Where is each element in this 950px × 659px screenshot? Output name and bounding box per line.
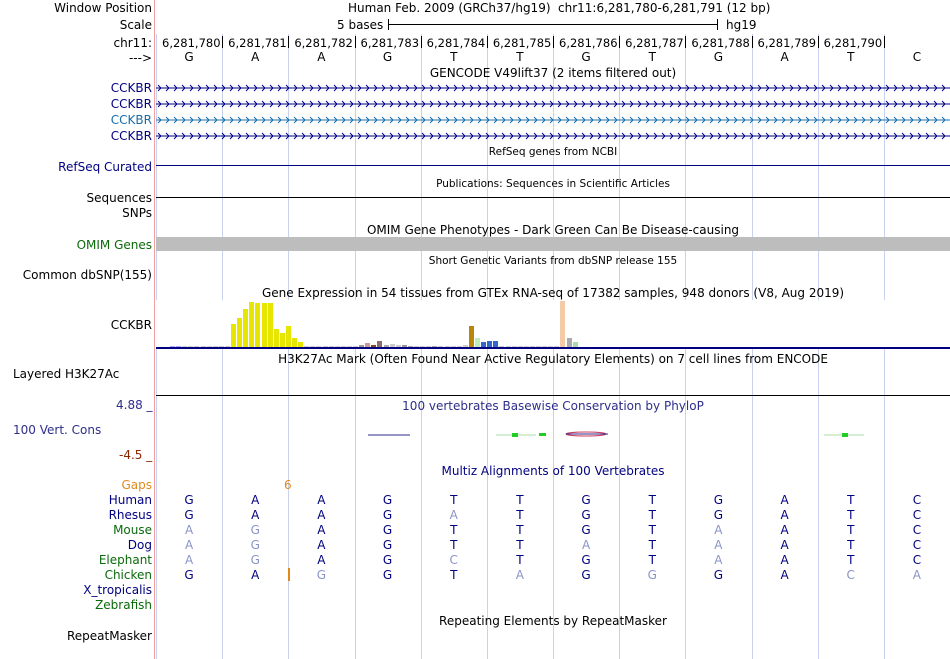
scale-bar-left-tick [388,19,389,30]
aligned-base: G [581,523,591,537]
gtex-tissue-bar[interactable] [286,326,291,347]
h3k27ac-track-title[interactable]: H3K27Ac Mark (Often Found Near Active Regulatory Elements) on 7 cell lines from ENCODE [278,352,828,366]
coordinate-tick: 6,281,784 [426,36,486,50]
species-label[interactable]: Elephant [98,553,152,567]
aligned-base: A [449,508,458,522]
publications-track-title[interactable]: Publications: Sequences in Scientific Articles [436,178,670,190]
sequences-label[interactable]: Sequences [86,191,152,205]
aligned-base: T [847,538,855,552]
aligned-base: G [382,523,393,537]
aligned-base: G [250,553,260,567]
coordinate-tick-mark [222,36,223,48]
aligned-base: T [450,493,458,507]
coordinate-tick-mark [288,36,289,48]
aligned-base: A [317,538,326,552]
gencode-gene-label[interactable]: CCKBR [110,129,152,143]
gaps-label: Gaps [121,478,152,492]
aligned-base: G [581,568,591,582]
aligned-base: G [713,568,724,582]
aligned-base: G [184,493,194,507]
ref-base: T [847,50,855,64]
dbsnp-track-title[interactable]: Short Genetic Variants from dbSNP release 155 [428,255,678,267]
coordinate-tick: 6,281,783 [360,36,420,50]
aligned-base: G [316,568,327,582]
aligned-base: A [184,523,194,537]
aligned-base: A [251,568,260,582]
assembly-text: Human Feb. 2009 (GRCh37/hg19) [348,1,551,15]
gtex-tissue-bar[interactable] [560,301,565,347]
aligned-base: A [780,538,789,552]
coordinate-tick-mark [553,36,554,48]
aligned-base: A [780,553,789,567]
aligned-base: C [912,538,922,552]
species-label[interactable]: Chicken [104,568,152,582]
aligned-base: G [382,568,393,582]
gtex-baseline [156,347,950,349]
gencode-transcript[interactable] [156,131,950,141]
multiz-track-title[interactable]: Multiz Alignments of 100 Vertebrates [441,464,665,478]
gencode-gene-label[interactable]: CCKBR [110,97,152,111]
gtex-tissue-bar[interactable] [292,338,297,347]
aligned-base: T [847,553,855,567]
aligned-base: C [912,523,922,537]
repeatmasker-label[interactable]: RepeatMasker [66,629,152,643]
insertion-marker[interactable] [288,568,290,581]
gtex-tissue-bar[interactable] [567,338,572,347]
aligned-base: G [581,508,591,522]
coordinate-tick-mark [884,36,885,48]
strand-label: ---> [128,51,152,65]
aligned-base: T [516,553,524,567]
ref-base: T [450,50,458,64]
position-text[interactable]: chr11:6,281,780-6,281,791 (12 bp) [558,1,771,15]
gtex-track-title[interactable]: Gene Expression in 54 tissues from GTEx RNA-seq of 17382 samples, 948 donors (V8, Aug 2019) [261,286,845,300]
aligned-base: G [250,523,260,537]
window-position-label: Window Position [54,1,152,15]
coordinate-tick: 6,281,789 [757,36,817,50]
ref-base: G [184,50,194,64]
aligned-base: T [516,508,524,522]
aligned-base: T [450,568,458,582]
coordinate-tick-mark [818,36,819,48]
chrom-label: chr11: [113,36,152,50]
refseq-divider [156,165,950,166]
species-label[interactable]: Dog [127,538,152,552]
ref-base: T [516,50,524,64]
gtex-bar-chart[interactable] [156,300,950,348]
aligned-base: G [647,568,657,582]
gtex-tissue-bar[interactable] [262,303,267,347]
coordinate-tick: 6,281,780 [162,36,221,50]
gencode-gene-label[interactable]: CCKBR [110,81,152,95]
aligned-base: A [317,493,326,507]
dbsnp-label[interactable]: Common dbSNP(155) [22,268,152,282]
gencode-gene-label[interactable]: CCKBR [110,113,152,127]
aligned-base: G [581,493,591,507]
aligned-base: A [317,553,326,567]
h3k27ac-divider [156,395,950,396]
aligned-base: T [847,523,855,537]
omim-feature-bar[interactable] [156,237,950,251]
species-label[interactable]: Human [108,493,152,507]
aligned-base: G [382,553,393,567]
species-label[interactable]: Zebrafish [95,598,152,612]
coordinate-tick: 6,281,782 [294,36,353,50]
aligned-base: A [714,553,723,567]
scale-bar [388,24,718,25]
aligned-base: G [382,508,393,522]
aligned-base: C [449,553,458,567]
coordinate-tick: 6,281,787 [625,36,684,50]
coordinate-tick: 6,281,781 [228,36,287,50]
gencode-transcript[interactable] [156,83,950,93]
ref-base: C [912,50,922,64]
gtex-tissue-bar[interactable] [237,318,242,347]
ref-base: G [581,50,591,64]
omim-track-title[interactable]: OMIM Gene Phenotypes - Dark Green Can Be Disease-causing [366,223,740,237]
gtex-tissue-bar[interactable] [249,302,254,347]
ref-base: G [713,50,724,64]
aligned-base: A [184,553,194,567]
aligned-base: T [847,493,855,507]
aligned-base: T [648,538,656,552]
gtex-tissue-bar[interactable] [274,329,279,347]
aligned-base: T [648,553,656,567]
phylop-min-label: -4.5 _ [119,448,153,462]
aligned-base: A [317,523,326,537]
aligned-base: G [250,538,260,552]
aligned-base: A [251,493,260,507]
aligned-base: G [382,538,393,552]
refseq-label[interactable]: RefSeq Curated [58,160,152,174]
species-label[interactable]: Mouse [113,523,152,537]
aligned-base: G [581,553,591,567]
gtex-tissue-bar[interactable] [255,303,260,347]
aligned-base: G [184,568,194,582]
ref-base: G [382,50,393,64]
ref-base: A [317,50,326,64]
coordinate-tick-mark [421,36,422,48]
phylop-signal[interactable] [156,425,950,445]
phylop-track-title[interactable]: 100 vertebrates Basewise Conservation by PhyloP [402,399,704,413]
aligned-base: G [713,508,724,522]
gtex-tissue-bar[interactable] [243,309,248,347]
coordinate-tick-mark [619,36,620,48]
gap-count[interactable]: 6 [284,478,292,492]
scale-label: Scale [119,18,152,32]
aligned-base: G [382,493,393,507]
aligned-base: T [847,508,855,522]
aligned-base: C [912,508,922,522]
aligned-base: C [912,493,922,507]
gtex-label[interactable]: CCKBR [110,318,152,332]
gtex-tissue-bar[interactable] [475,338,480,347]
aligned-base: A [515,568,525,582]
aligned-base: T [648,523,656,537]
scale-bar-right-tick [717,19,718,30]
aligned-base: T [516,493,524,507]
aligned-base: C [846,568,855,582]
coordinate-tick-mark [355,36,356,48]
coordinate-tick: 6,281,785 [492,36,552,50]
aligned-base: A [317,508,326,522]
aligned-base: T [648,508,656,522]
refseq-track-title[interactable]: RefSeq genes from NCBI [488,146,618,158]
gtex-tissue-bar[interactable] [268,303,273,347]
gtex-tissue-bar[interactable] [280,333,285,347]
aligned-base: A [184,538,194,552]
ref-base: A [780,50,789,64]
aligned-base: A [780,508,789,522]
phylop-label[interactable]: 100 Vert. Cons [13,423,102,437]
aligned-base: A [251,508,260,522]
aligned-base: A [780,523,789,537]
scale-db: hg19 [726,18,757,32]
phylop-max-label: 4.88 _ [116,398,153,412]
ref-base: A [251,50,260,64]
aligned-base: T [516,538,524,552]
coordinate-tick-mark [487,36,488,48]
coordinate-tick: 6,281,790 [823,36,883,50]
gencode-transcript[interactable] [156,115,950,125]
gencode-transcript[interactable] [156,99,950,109]
aligned-base: A [714,538,723,552]
aligned-base: C [912,553,922,567]
aligned-base: G [184,508,194,522]
gtex-tissue-bar[interactable] [469,326,474,347]
publications-divider [156,197,950,198]
aligned-base: A [912,568,922,582]
coordinate-tick-mark [752,36,753,48]
aligned-base: T [450,523,458,537]
aligned-base: A [581,538,591,552]
snps-label[interactable]: SNPs [122,206,152,220]
gencode-track-title[interactable]: GENCODE V49lift37 (2 items filtered out) [429,66,677,80]
aligned-base: A [780,493,789,507]
h3k27ac-label[interactable]: Layered H3K27Ac [13,367,120,381]
aligned-base: T [450,538,458,552]
species-label[interactable]: X_tropicalis [83,583,152,597]
gtex-tissue-bar[interactable] [231,324,236,347]
coordinate-tick-mark [685,36,686,48]
aligned-base: A [780,568,789,582]
aligned-base: T [516,523,524,537]
aligned-base: T [648,493,656,507]
repeatmasker-track-title[interactable]: Repeating Elements by RepeatMasker [439,614,667,628]
coordinate-tick: 6,281,788 [691,36,750,50]
omim-label[interactable]: OMIM Genes [76,238,152,252]
ref-base: T [648,50,656,64]
coordinate-tick: 6,281,786 [559,36,618,50]
species-label[interactable]: Rhesus [108,508,152,522]
aligned-base: A [714,523,723,537]
scale-text: 5 bases [337,18,384,32]
aligned-base: G [713,493,724,507]
